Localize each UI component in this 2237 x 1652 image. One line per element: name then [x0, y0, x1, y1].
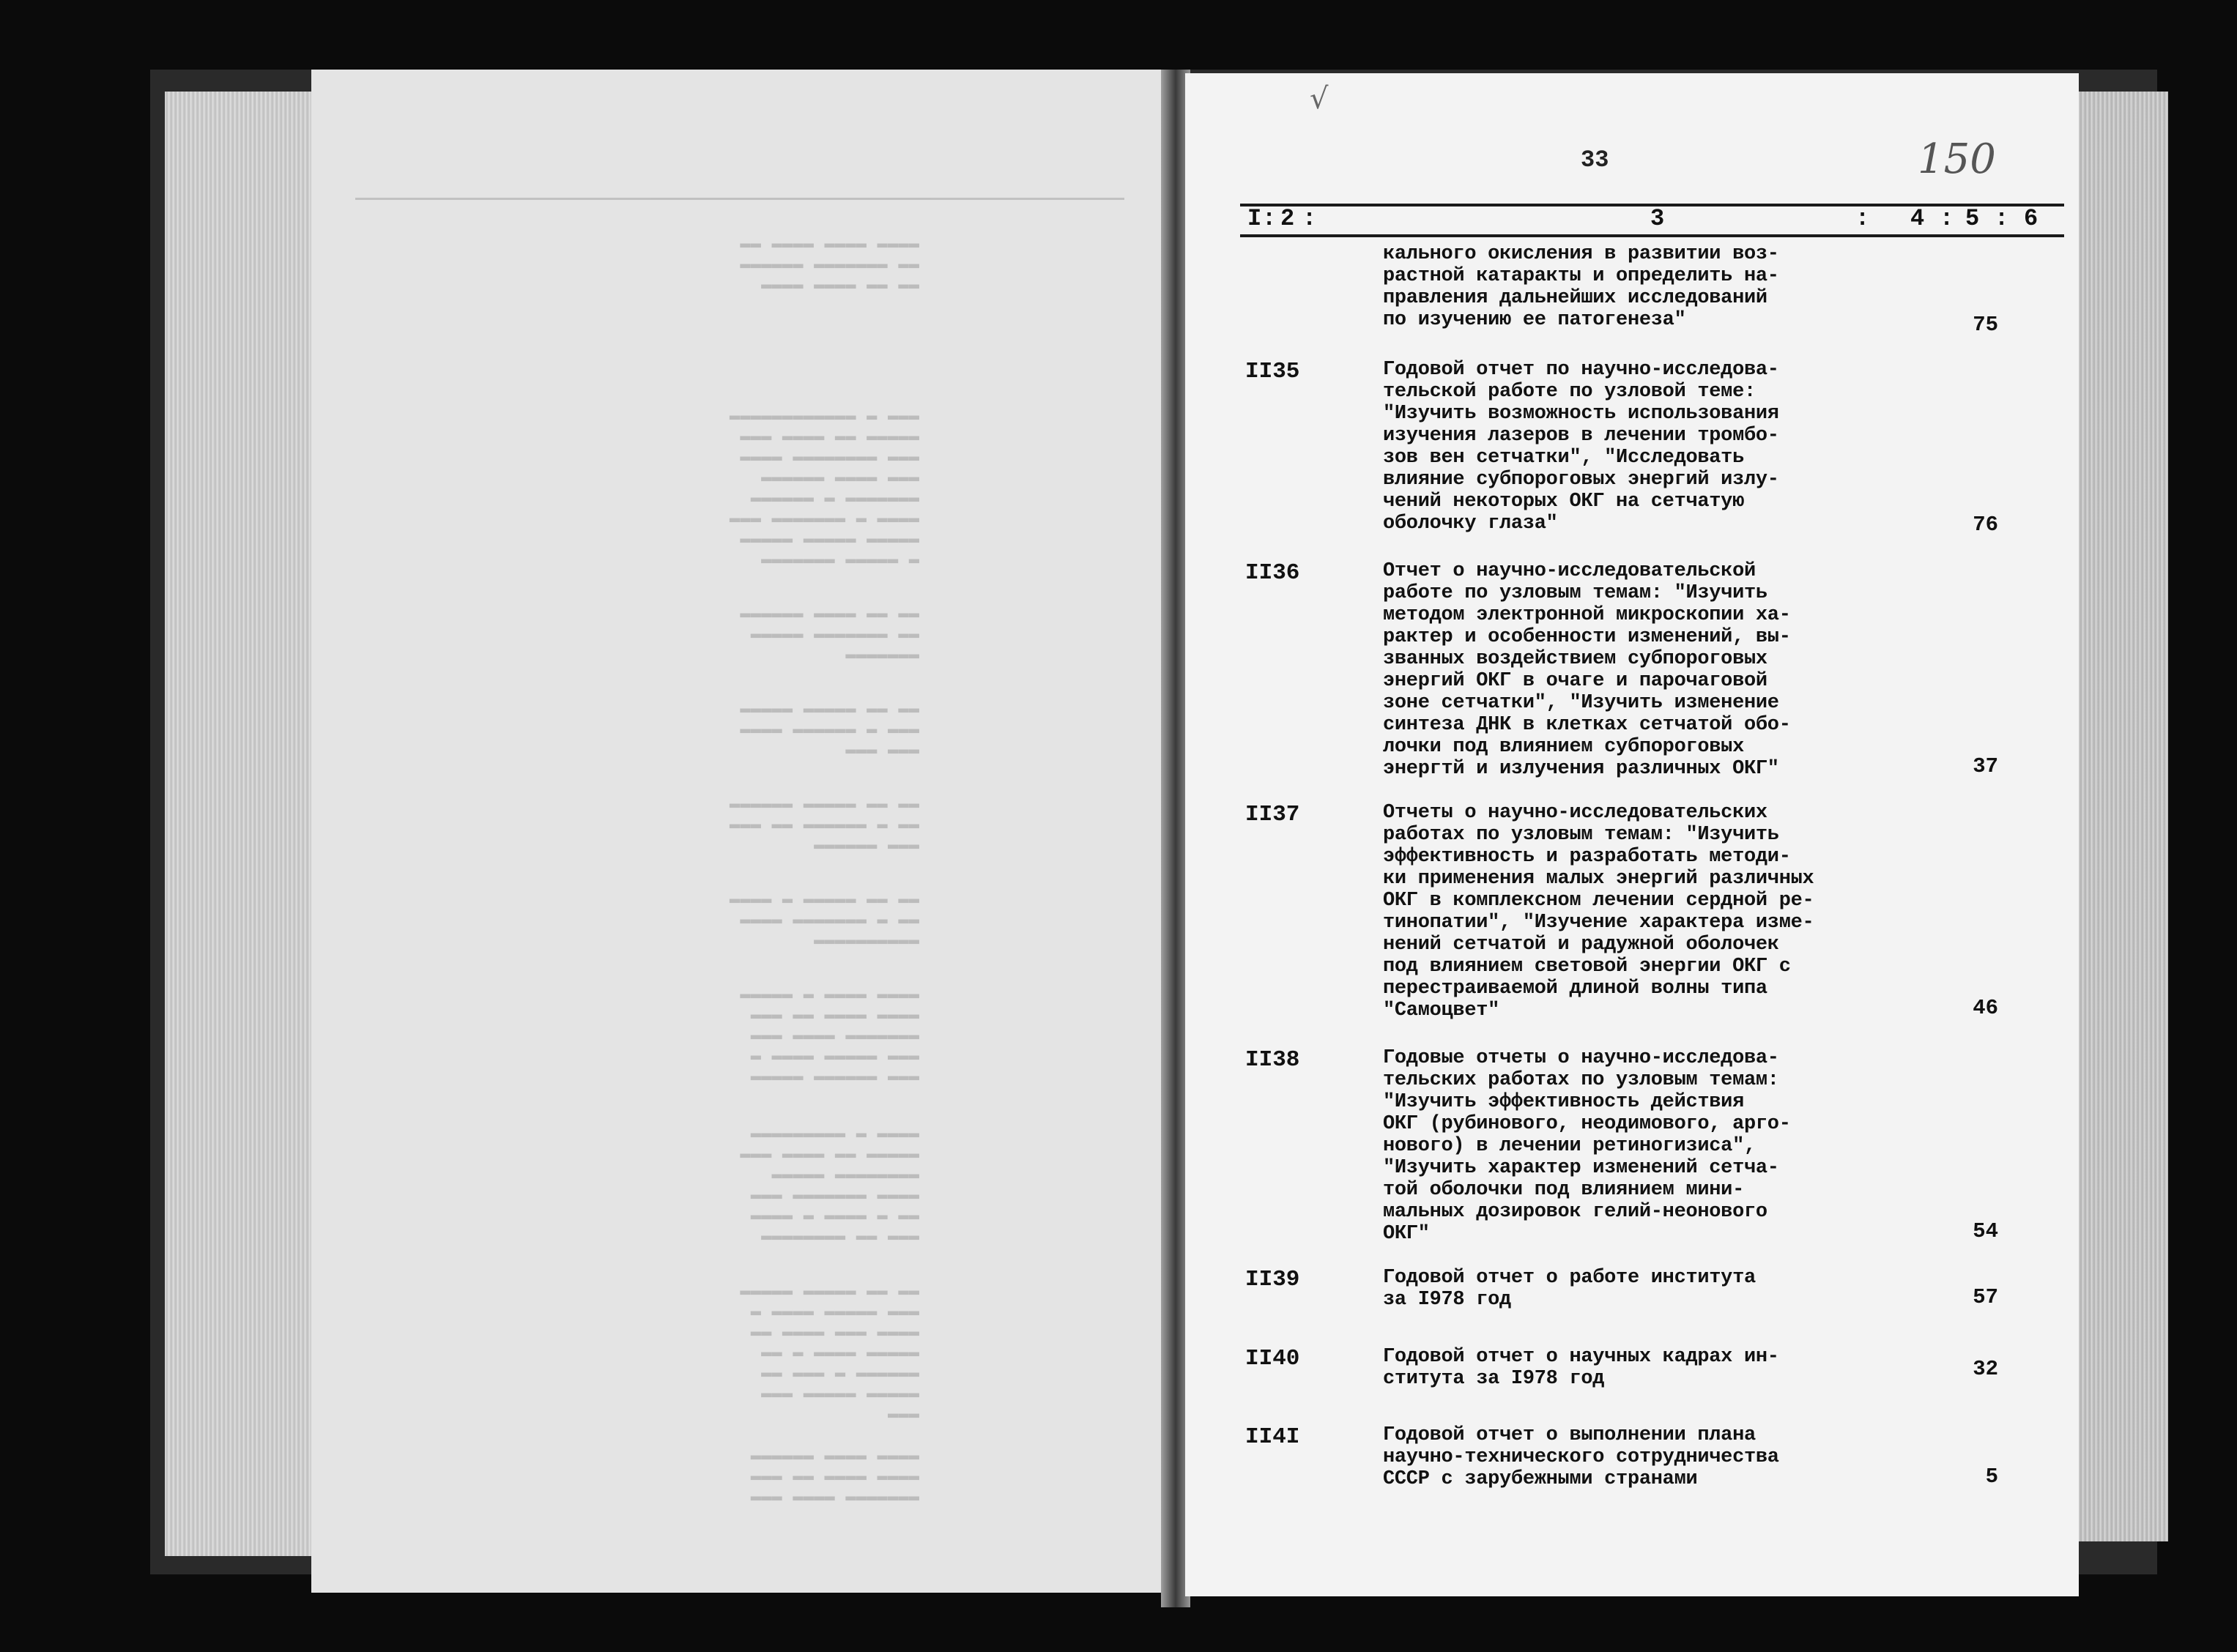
entry-pages: 54 — [1973, 1219, 1998, 1243]
entry-number: II4I — [1245, 1424, 1300, 1450]
entry-title: Годовой отчет о научных кадрах ин- ститута за I978 год — [1383, 1346, 1779, 1390]
col-separator: : — [1302, 205, 1317, 232]
col-header-1: I — [1247, 205, 1262, 232]
entry-title: Годовой отчет о выполнении плана научно-технического сотрудничества СССР с зарубежными странами — [1383, 1424, 1779, 1490]
right-page — [1185, 73, 2079, 1596]
entry-number: II35 — [1245, 359, 1300, 384]
right-page-edges — [2066, 92, 2168, 1541]
handwritten-tick: √ — [1310, 82, 1329, 116]
left-page-edges — [165, 92, 322, 1556]
left-page — [311, 70, 1172, 1593]
ghost-header-rule — [355, 198, 1124, 200]
entry-title: Годовой отчет о работе института за I978 год — [1383, 1267, 1756, 1311]
entry-pages: 75 — [1973, 313, 1998, 337]
entry-number: II39 — [1245, 1267, 1300, 1292]
entry-pages: 37 — [1973, 754, 1998, 778]
entry-title: Отчет о научно-исследовательской работе по узловым темам: "Изучить методом электронной микроскопии ха- рактер и особенности изменений, вы- званных воздействием субпороговых энергий ОКГ в очаге и парочаговой зоне сетчатки", "Изучить изменение синтеза ДНК в клетках сетчатой обо- лочки под влиянием субпороговых энергтй и излучения различных ОКГ" — [1383, 560, 1791, 780]
ghost-text-block: ▬▬ ▬▬ ▬▬▬▬▬ ▬▬▬▬▬▬ ▬▬ ▬ ▬▬▬▬▬▬ ▬▬ ▬▬▬ ▬▬▬ ▬▬▬▬▬▬ — [729, 795, 919, 855]
col-header-6: 6 — [2024, 205, 2038, 232]
ghost-text-block: ▬▬▬▬ ▬▬▬▬ ▬▬▬▬▬▬ ▬▬▬▬ ▬▬▬▬ ▬▬ ▬▬▬ ▬▬▬▬▬▬▬ ▬▬▬▬ ▬▬▬ — [750, 1446, 919, 1507]
col-header-4: 4 — [1910, 205, 1925, 232]
col-separator: : — [1995, 205, 2009, 232]
ghost-text-block: ▬▬ ▬▬ ▬▬▬▬▬ ▬▬▬▬▬ ▬▬▬ ▬▬▬▬▬ ▬▬▬▬ ▬ ▬▬▬▬ ▬▬▬ ▬▬▬▬ ▬▬ ▬▬▬▬▬ ▬▬▬▬ ▬ ▬▬ ▬▬▬▬▬▬ ▬ ▬▬▬ ▬▬ ▬▬▬▬▬ ▬▬▬▬▬ ▬▬▬ ▬▬▬ — [740, 1281, 919, 1424]
col-header-2: 2 — [1280, 205, 1295, 232]
entry-number: II37 — [1245, 802, 1300, 827]
col-header-5: 5 — [1965, 205, 1980, 232]
ghost-text-block: ▬▬▬▬ ▬▬▬▬ ▬ ▬▬▬▬▬ ▬▬▬▬ ▬▬▬▬ ▬▬ ▬▬▬ ▬▬▬▬▬▬▬ ▬▬▬▬ ▬▬▬ ▬▬▬ ▬▬▬▬▬ ▬▬▬▬ ▬ ▬▬▬ ▬▬▬▬▬▬ ▬▬▬▬▬ — [740, 985, 919, 1087]
col-separator: : — [1262, 205, 1277, 232]
entry-pages: 57 — [1973, 1285, 1998, 1309]
entry-title: Отчеты о научно-исследовательских работах по узловым темам: "Изучить эффективность и разработать методи- ки применения малых энергий различных ОКГ в комплексном лечении сердной ре- тинопатии", "Изучение характера изме- нений сетчатой и радужной оболочек под влиянием световой энергии ОКГ с перестраиваемой длиной волны типа "Самоцвет" — [1383, 802, 1814, 1022]
entry-number: II38 — [1245, 1047, 1300, 1073]
entry-title: Годовой отчет по научно-исследова- тельской работе по узловой теме: "Изучить возможность использования изучения лазеров в лечении тромбо- зов вен сетчатки", "Исследовать влияние субпороговых энергий излу- чений некоторых ОКГ на сетчатую оболочку глаза" — [1383, 359, 1779, 535]
ghost-text-block: ▬▬ ▬▬ ▬▬▬▬▬ ▬ ▬▬▬▬ ▬▬ ▬ ▬▬▬▬▬▬▬ ▬▬▬▬ ▬▬▬▬▬▬▬▬▬▬ — [729, 890, 919, 950]
ghost-text-block: ▬▬ ▬▬ ▬▬▬▬ ▬▬▬▬▬▬ ▬▬ ▬▬▬▬▬▬▬ ▬▬▬▬▬ ▬▬▬▬▬▬▬ — [740, 604, 919, 665]
header-rule-bottom — [1240, 234, 2064, 237]
entry-number: II36 — [1245, 560, 1300, 586]
col-separator: : — [1855, 205, 1870, 232]
handwritten-folio-number: 150 — [1918, 135, 1996, 183]
ghost-text-block: ▬▬▬▬ ▬▬▬▬ ▬▬▬▬ ▬▬ ▬▬ ▬▬▬▬▬▬▬ ▬▬▬▬▬▬ ▬▬ ▬▬ ▬▬▬▬ ▬▬▬▬ — [740, 234, 919, 295]
ghost-text-block: ▬▬ ▬▬ ▬▬▬▬▬ ▬▬▬▬▬ ▬▬▬ ▬ ▬▬▬▬▬▬ ▬▬▬▬ ▬▬▬ ▬▬▬ — [740, 699, 919, 760]
ghost-text-block: ▬▬▬ ▬ ▬▬▬▬▬▬▬▬▬▬▬▬ ▬▬▬▬▬ ▬▬ ▬▬▬▬ ▬▬▬ ▬▬▬ ▬▬▬▬▬▬▬▬ ▬▬▬▬ ▬▬▬ ▬▬▬▬ ▬▬▬▬▬▬ ▬▬▬▬▬▬▬ ▬ ▬▬▬▬▬▬ ▬▬▬▬ ▬ ▬▬▬▬▬▬▬ ▬▬▬ ▬▬▬▬▬ ▬▬▬▬▬ ▬▬▬▬▬ ▬ ▬▬▬▬▬ ▬▬▬▬▬▬▬ — [729, 406, 919, 570]
entry-pages: 76 — [1973, 513, 1998, 537]
page-number: 33 — [1581, 146, 1609, 174]
entry-title: Годовые отчеты о научно-исследова- тельских работах по узловым темам: "Изучить эффективность действия ОКГ (рубинового, неодимового, арго- нового) в лечении ретиногизиса", "Изучить характер изменений сетча- той оболочки под влиянием мини- мальных дозировок гелий-неонового ОКГ" — [1383, 1047, 1791, 1245]
entry-number: II40 — [1245, 1346, 1300, 1372]
table-column-header — [1240, 204, 2064, 237]
ghost-text-block: ▬▬▬▬ ▬ ▬▬▬▬▬▬▬▬▬ ▬▬▬▬▬ ▬▬ ▬▬▬▬ ▬▬▬ ▬▬▬▬▬▬▬▬ ▬▬▬▬▬ ▬▬▬▬ ▬▬▬▬▬▬▬ ▬▬▬ ▬▬ ▬ ▬▬▬▬ ▬ ▬▬▬▬ ▬▬▬ ▬▬ ▬▬▬▬▬▬▬▬ — [740, 1124, 919, 1246]
left-page-bleedthrough — [311, 70, 1172, 1593]
col-separator: : — [1940, 205, 1954, 232]
entry-title: кального окисления в развитии воз- растной катаракты и определить на- правления дальнейших исследований по изучению ее патогенеза" — [1383, 243, 1779, 331]
col-header-3: 3 — [1650, 205, 1665, 232]
entry-pages: 46 — [1973, 996, 1998, 1020]
entry-pages: 5 — [1985, 1465, 1998, 1489]
entry-pages: 32 — [1973, 1357, 1998, 1381]
